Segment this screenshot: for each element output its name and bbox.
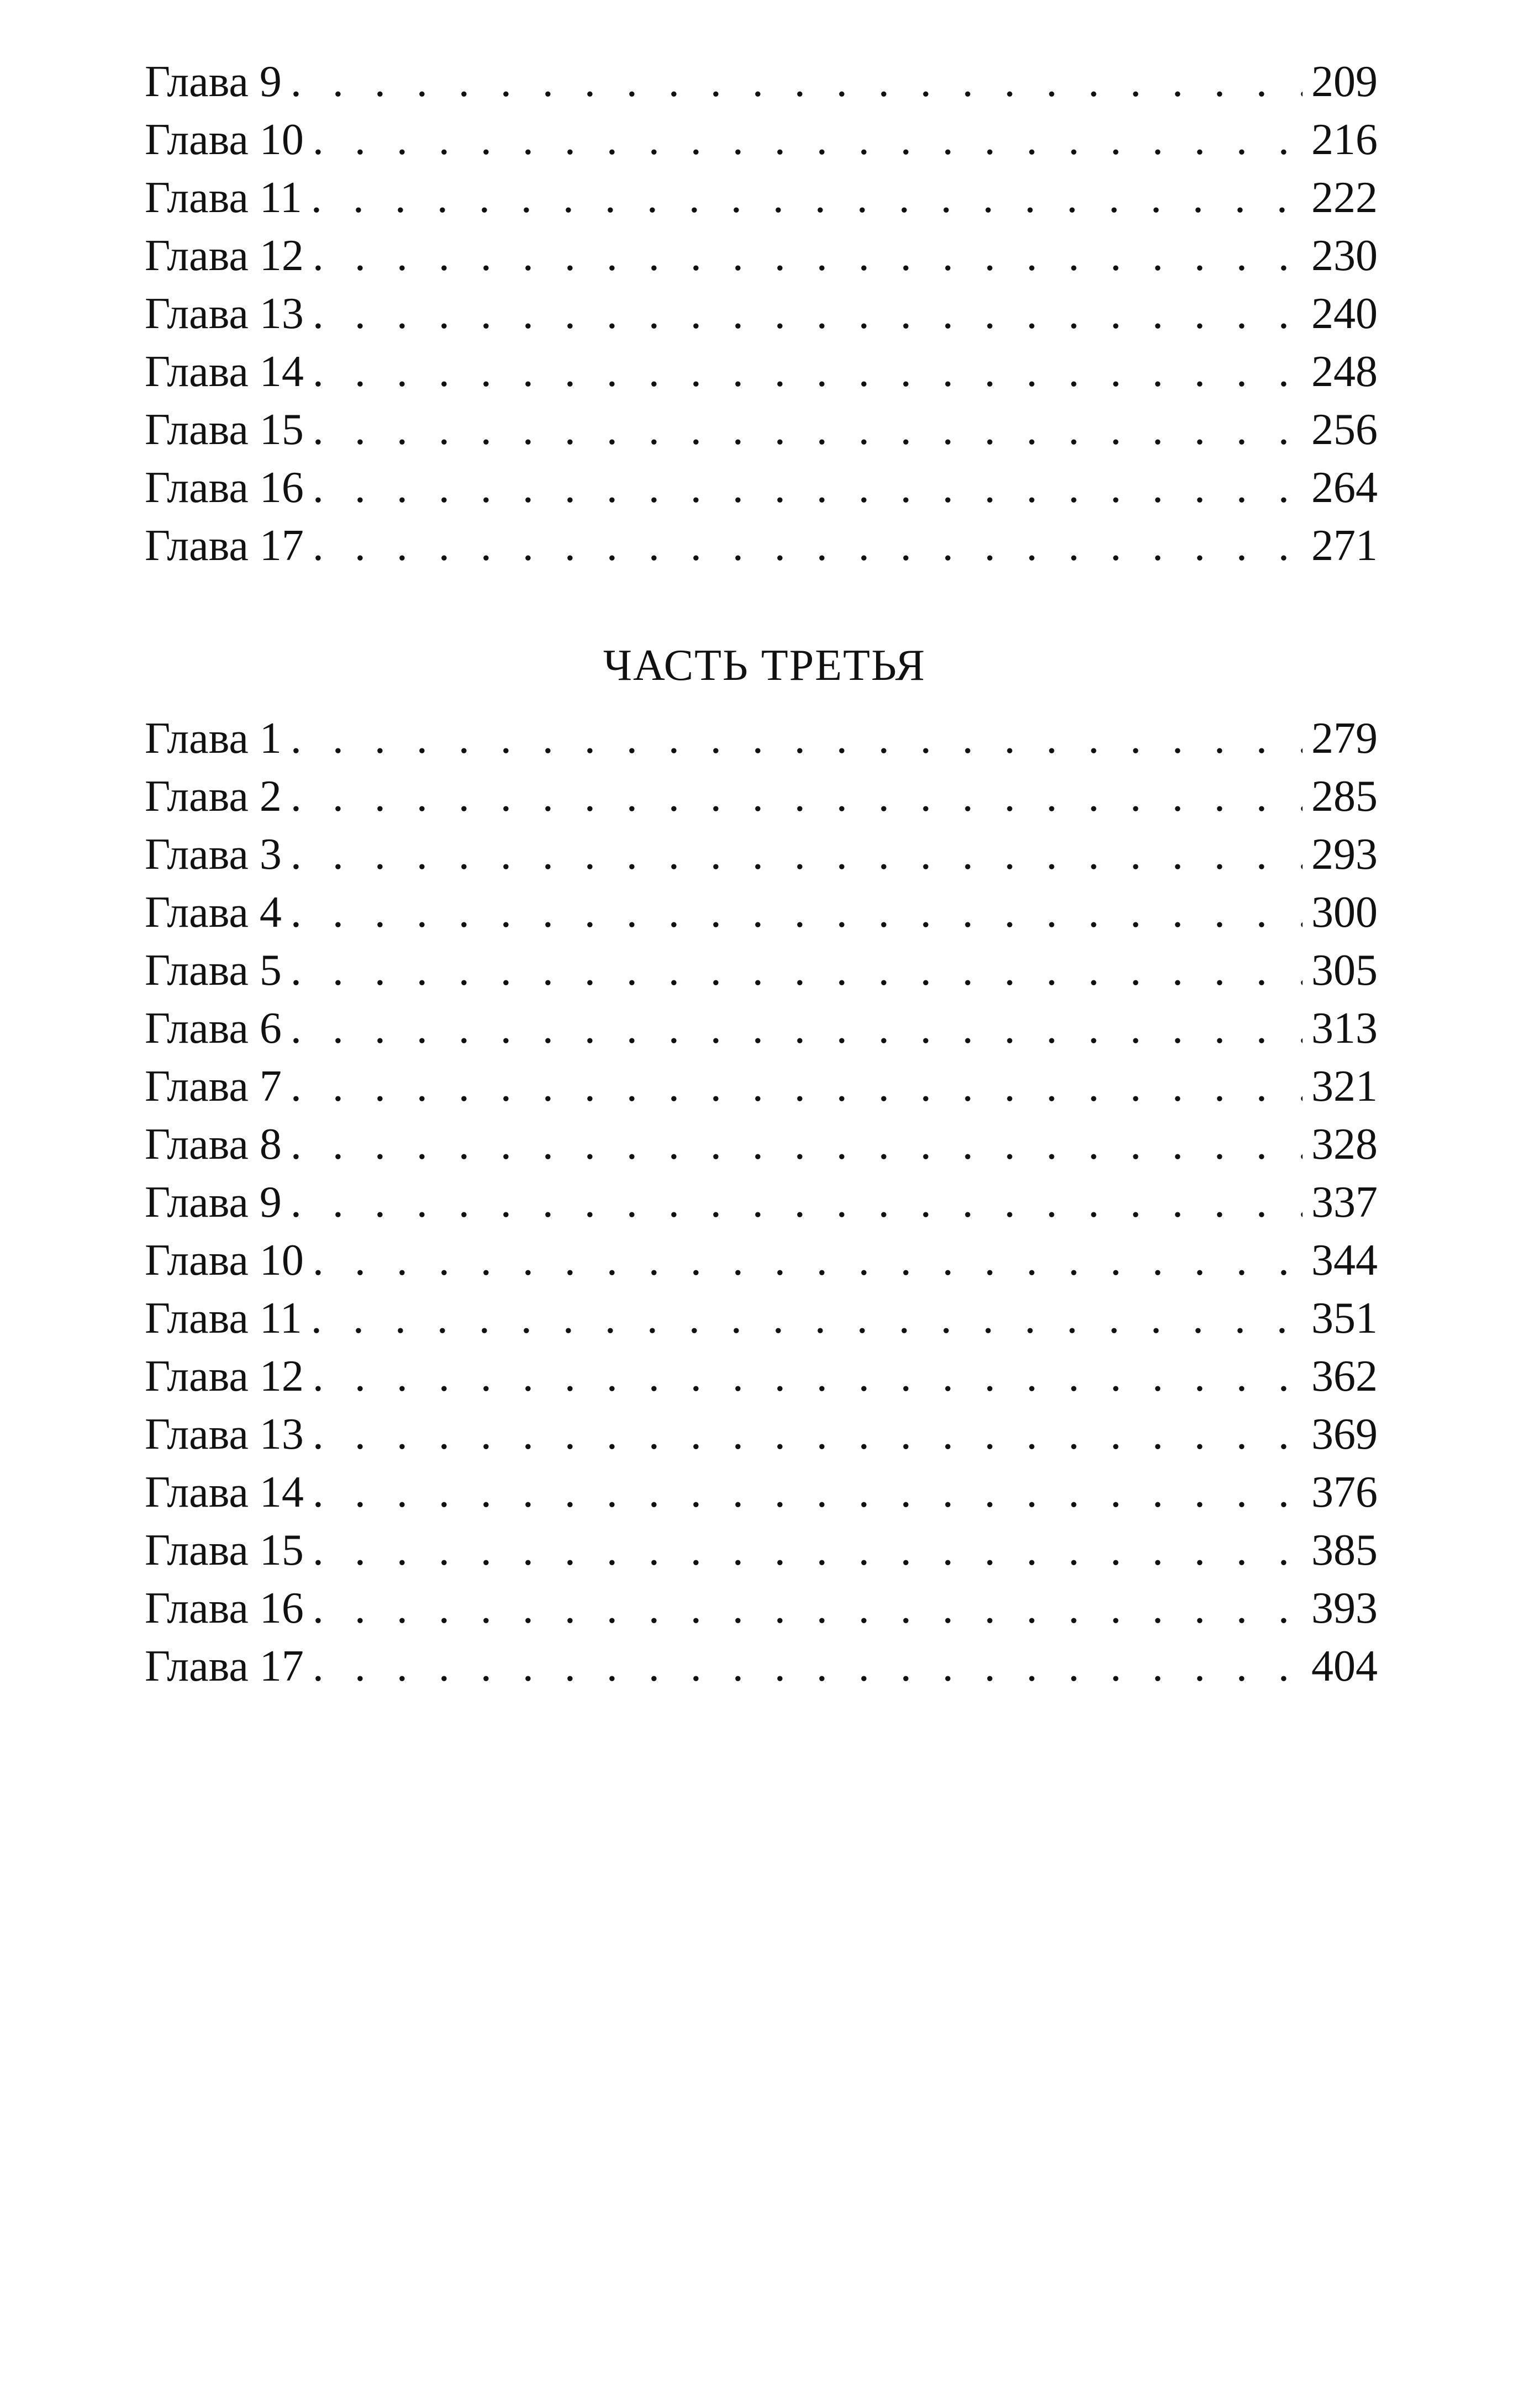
toc-entry[interactable] (145, 710, 1378, 768)
dot-leader (291, 1058, 1303, 1116)
chapter-title: Глава 17 (145, 521, 304, 570)
page-number: 393 (1311, 1584, 1378, 1633)
chapter-title: Глава 2 (145, 772, 282, 821)
toc-entry[interactable] (145, 1232, 1378, 1290)
chapter-title: Глава 17 (145, 1642, 304, 1691)
toc-entry[interactable] (145, 401, 1378, 459)
part-heading: ЧАСТЬ ТРЕТЬЯ (603, 641, 926, 690)
toc-entry[interactable] (145, 1406, 1378, 1464)
dot-leader (291, 768, 1303, 826)
chapter-title: Глава 8 (145, 1120, 282, 1169)
page-number: 216 (1311, 115, 1378, 164)
chapter-title: Глава 14 (145, 1468, 304, 1517)
dot-leader (313, 1638, 1303, 1696)
page-number: 305 (1311, 946, 1378, 995)
toc-part-three (145, 710, 1378, 1696)
dot-leader (313, 285, 1303, 343)
chapter-title: Глава 12 (145, 1352, 304, 1401)
chapter-title: Глава 9 (145, 1178, 282, 1227)
toc-entry[interactable] (145, 1174, 1378, 1232)
toc-entry[interactable] (145, 884, 1378, 942)
toc-entry[interactable] (145, 111, 1378, 169)
toc-entry[interactable] (145, 343, 1378, 401)
toc-entry[interactable] (145, 285, 1378, 343)
page-number: 344 (1311, 1236, 1378, 1285)
toc-entry[interactable] (145, 227, 1378, 285)
dot-leader (313, 343, 1303, 401)
toc-part-two-continued (145, 53, 1378, 575)
toc-entry[interactable] (145, 1580, 1378, 1638)
chapter-title: Глава 3 (145, 830, 282, 879)
page-number: 293 (1311, 830, 1378, 879)
toc-entry[interactable] (145, 942, 1378, 1000)
dot-leader (313, 1348, 1303, 1406)
page-number: 404 (1311, 1642, 1378, 1691)
page-number: 279 (1311, 714, 1378, 763)
dot-leader (291, 1116, 1303, 1174)
page-number: 362 (1311, 1352, 1378, 1401)
chapter-title: Глава 12 (145, 231, 304, 280)
chapter-title: Глава 11 (145, 173, 302, 222)
page-number: 285 (1311, 772, 1378, 821)
page-number: 209 (1311, 57, 1378, 106)
chapter-title: Глава 16 (145, 463, 304, 512)
page-number: 271 (1311, 521, 1378, 570)
toc-entry[interactable] (145, 459, 1378, 517)
dot-leader (313, 1232, 1303, 1290)
dot-leader (311, 169, 1303, 227)
toc-entry[interactable] (145, 826, 1378, 884)
dot-leader (291, 884, 1303, 942)
page-number: 256 (1311, 405, 1378, 454)
chapter-title: Глава 9 (145, 57, 282, 106)
chapter-title: Глава 10 (145, 1236, 304, 1285)
toc-entry[interactable] (145, 1058, 1378, 1116)
dot-leader (291, 826, 1303, 884)
dot-leader (313, 1522, 1303, 1580)
page-number: 337 (1311, 1178, 1378, 1227)
dot-leader (291, 53, 1303, 111)
chapter-title: Глава 13 (145, 289, 304, 338)
toc-entry[interactable] (145, 517, 1378, 575)
dot-leader (313, 401, 1303, 459)
page-number: 240 (1311, 289, 1378, 338)
dot-leader (313, 1464, 1303, 1522)
chapter-title: Глава 15 (145, 405, 304, 454)
chapter-title: Глава 4 (145, 888, 282, 937)
dot-leader (313, 1406, 1303, 1464)
page-number: 300 (1311, 888, 1378, 937)
chapter-title: Глава 11 (145, 1294, 302, 1343)
page-number: 230 (1311, 231, 1378, 280)
toc-entry[interactable] (145, 1464, 1378, 1522)
dot-leader (291, 942, 1303, 1000)
chapter-title: Глава 13 (145, 1410, 304, 1459)
chapter-title: Глава 5 (145, 946, 282, 995)
toc-entry[interactable] (145, 768, 1378, 826)
chapter-title: Глава 7 (145, 1062, 282, 1111)
page-number: 369 (1311, 1410, 1378, 1459)
toc-entry[interactable] (145, 1290, 1378, 1348)
chapter-title: Глава 14 (145, 347, 304, 396)
page-number: 248 (1311, 347, 1378, 396)
chapter-title: Глава 6 (145, 1004, 282, 1053)
dot-leader (313, 517, 1303, 575)
chapter-title: Глава 15 (145, 1526, 304, 1575)
dot-leader (313, 111, 1303, 169)
chapter-title: Глава 16 (145, 1584, 304, 1633)
dot-leader (313, 227, 1303, 285)
page-number: 376 (1311, 1468, 1378, 1517)
page-number: 321 (1311, 1062, 1378, 1111)
dot-leader (311, 1290, 1303, 1348)
page-number: 328 (1311, 1120, 1378, 1169)
page-number: 351 (1311, 1294, 1378, 1343)
dot-leader (291, 1000, 1303, 1058)
page-number: 313 (1311, 1004, 1378, 1053)
dot-leader (291, 1174, 1303, 1232)
toc-entry[interactable] (145, 169, 1378, 227)
toc-entry[interactable] (145, 1000, 1378, 1058)
chapter-title: Глава 1 (145, 714, 282, 763)
toc-entry[interactable] (145, 1638, 1378, 1696)
dot-leader (291, 710, 1303, 768)
toc-entry[interactable] (145, 53, 1378, 111)
page-number: 385 (1311, 1526, 1378, 1575)
dot-leader (313, 1580, 1303, 1638)
page-number: 222 (1311, 173, 1378, 222)
dot-leader (313, 459, 1303, 517)
toc-entry[interactable] (145, 1522, 1378, 1580)
chapter-title: Глава 10 (145, 115, 304, 164)
toc-entry[interactable] (145, 1348, 1378, 1406)
toc-entry[interactable] (145, 1116, 1378, 1174)
page-number: 264 (1311, 463, 1378, 512)
